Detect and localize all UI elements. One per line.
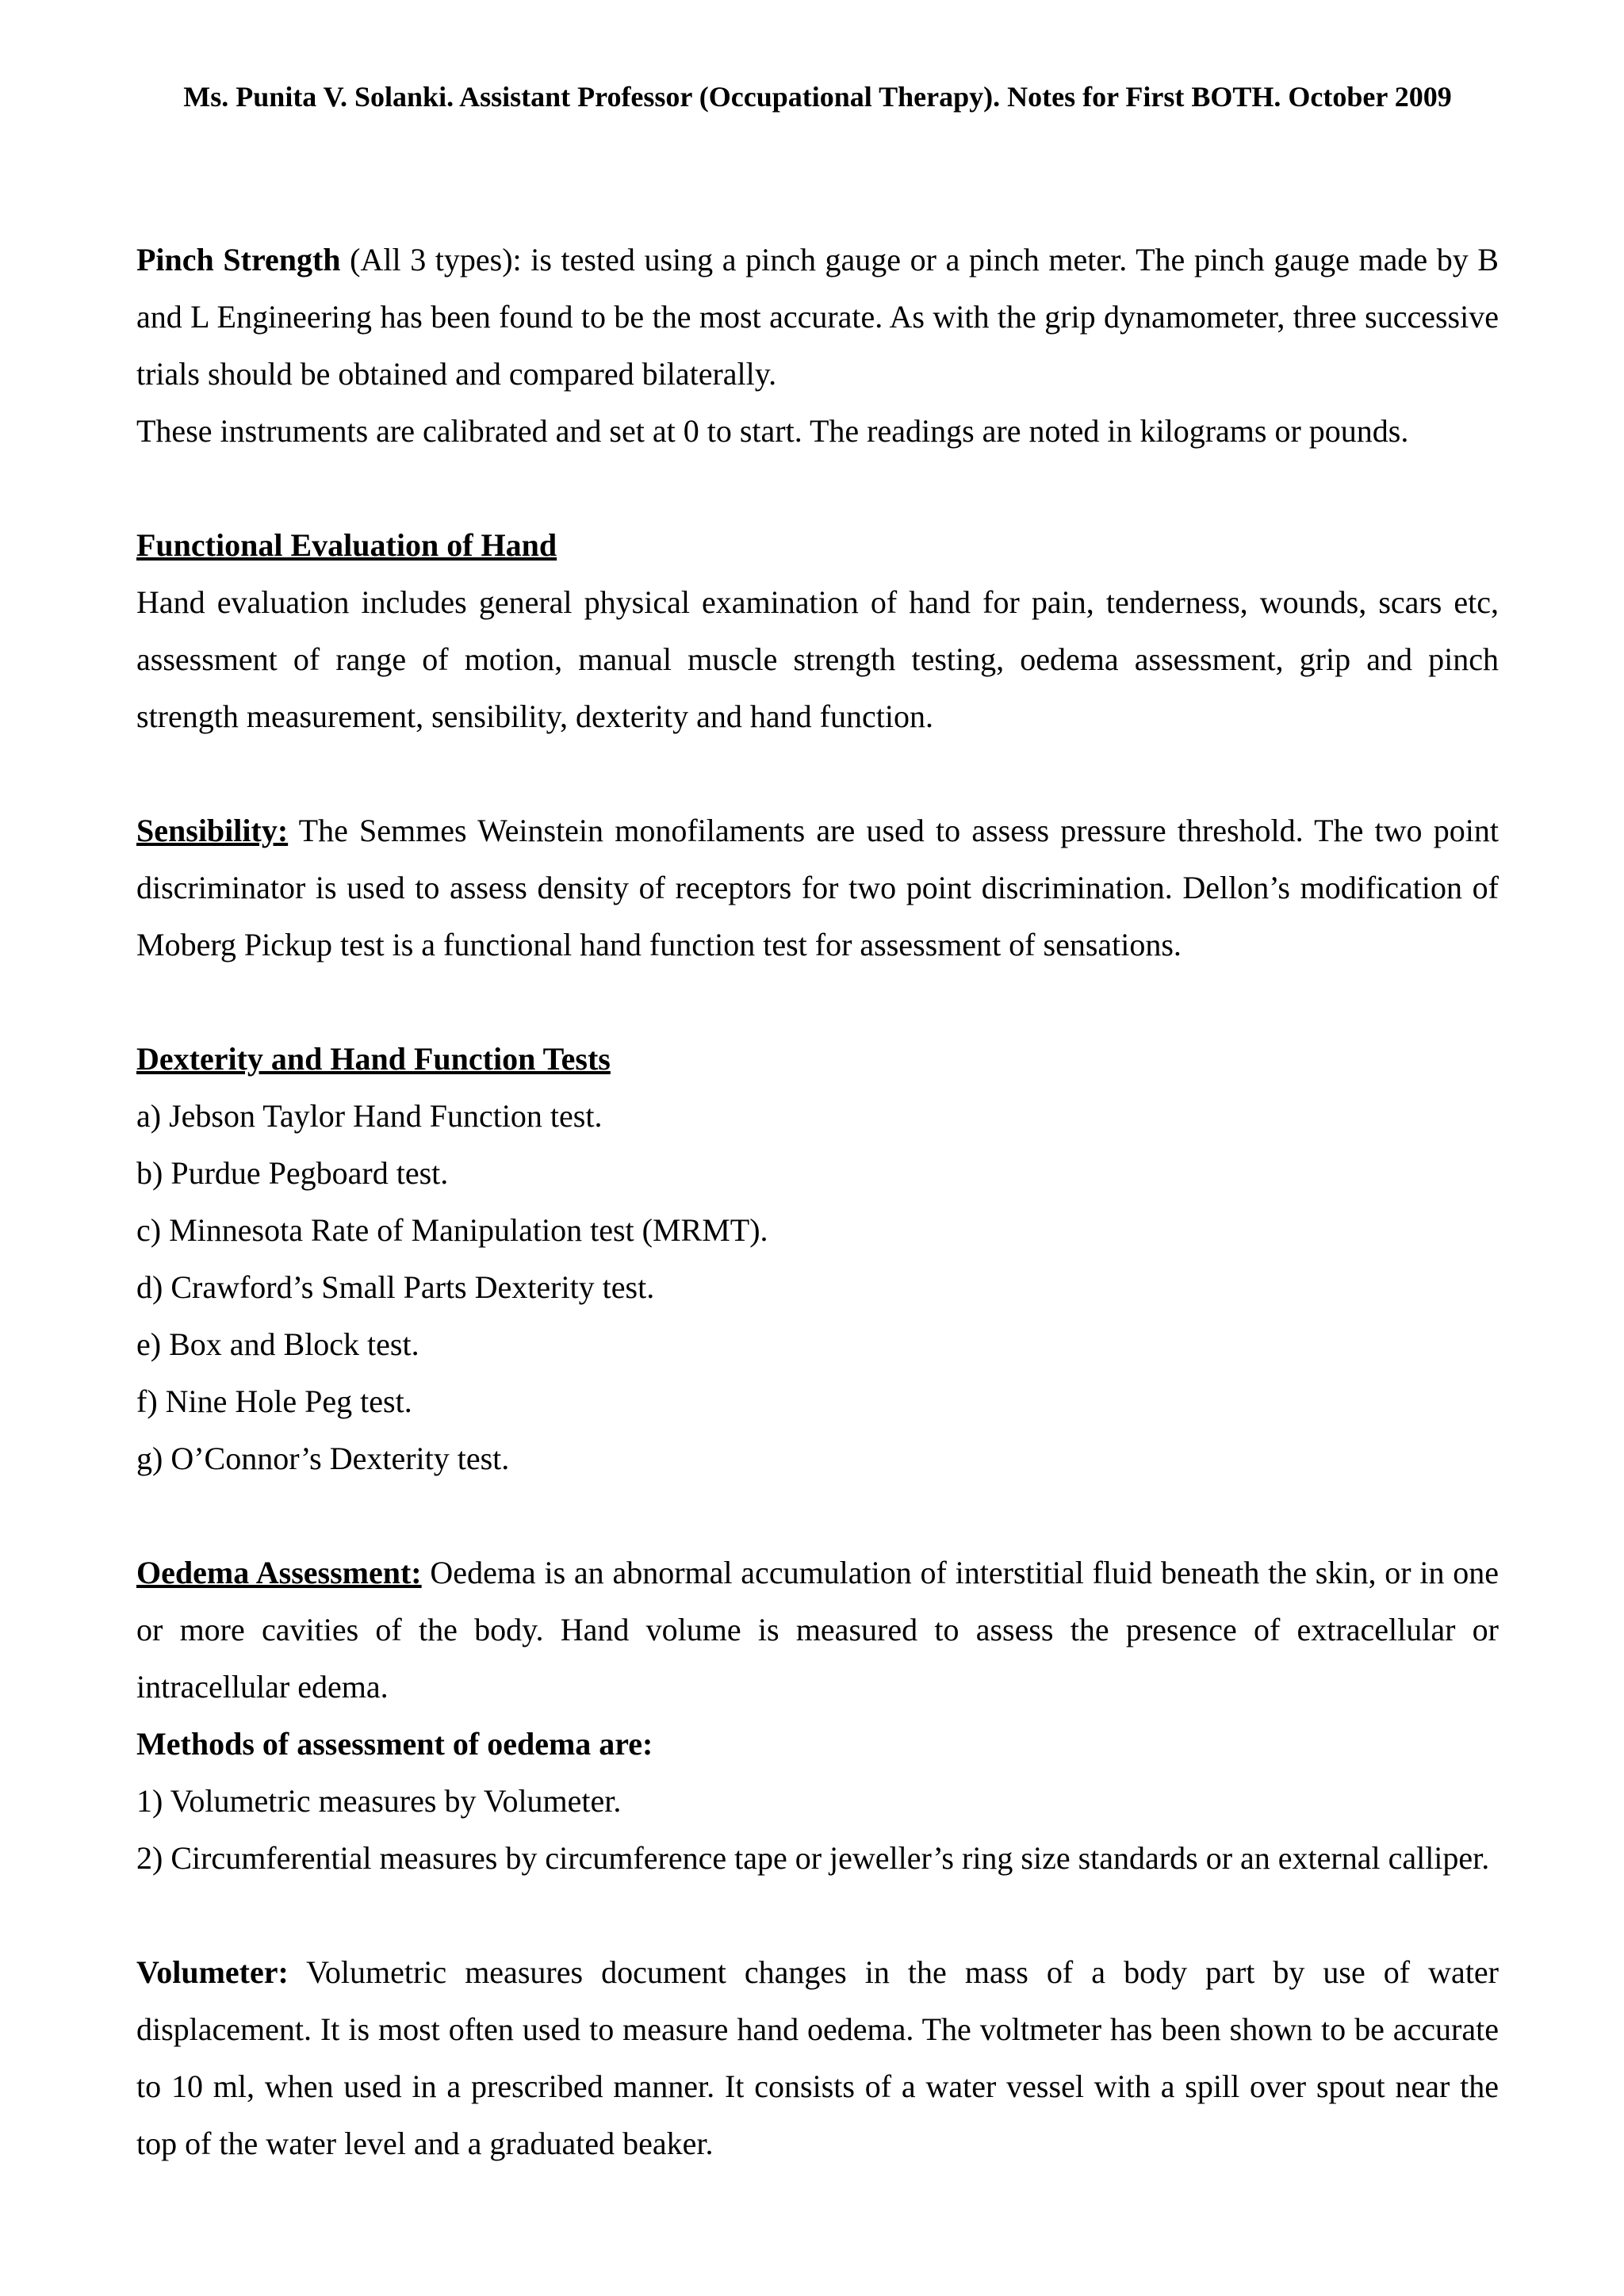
list-item: g) O’Connor’s Dexterity test.: [136, 1441, 510, 1476]
volumeter-term: Volumeter:: [136, 1954, 289, 1990]
spacer: [136, 974, 1499, 1031]
pinch-strength-text: (All 3 types): is tested using a pinch gauge or a pinch meter. The pinch gauge made by B and L Engineering has been found to be the most accurate. As with the grip dynamometer, three successive trials should be obtained and compared bilaterally.: [136, 242, 1499, 392]
document-body: [136, 232, 1499, 2172]
spacer: [136, 460, 1499, 517]
pinch-strength-paragraph: [136, 232, 1499, 403]
spacer: [136, 1487, 1499, 1544]
page-header: Ms. Punita V. Solanki. Assistant Professor (Occupational Therapy). Notes for First BOTH. October 2009: [183, 81, 1452, 113]
oedema-methods-heading: Methods of assessment of oedema are:: [136, 1726, 653, 1762]
list-item: f) Nine Hole Peg test.: [136, 1383, 412, 1419]
list-item: a) Jebson Taylor Hand Function test.: [136, 1098, 603, 1134]
sensibility-paragraph: [136, 802, 1499, 974]
document-page: [136, 73, 1499, 2172]
spacer: [136, 745, 1499, 802]
calibration-paragraph: These instruments are calibrated and set at 0 to start. The readings are noted in kilograms or pounds.: [136, 413, 1409, 449]
oedema-paragraph: [136, 1544, 1499, 1716]
oedema-term: Oedema Assessment:: [136, 1555, 422, 1590]
list-item: e) Box and Block test.: [136, 1326, 419, 1362]
list-item: c) Minnesota Rate of Manipulation test (MRMT).: [136, 1212, 768, 1248]
functional-evaluation-heading: Functional Evaluation of Hand: [136, 527, 557, 563]
pinch-strength-term: Pinch Strength: [136, 242, 341, 277]
list-item: b) Purdue Pegboard test.: [136, 1155, 449, 1191]
volumeter-text: Volumetric measures document changes in the mass of a body part by use of water displacement. It is most often used to measure hand oedema. The voltmeter has been shown to be accurate to 10 ml, when used in a prescribed manner. It consists of a water vessel with a spill over spout near the top of the water level and a graduated beaker.: [136, 1954, 1499, 2161]
volumeter-paragraph: [136, 1944, 1499, 2172]
list-item: 2) Circumferential measures by circumference tape or jeweller’s ring size standards or an external calliper.: [136, 1840, 1490, 1876]
oedema-text: Oedema is an abnormal accumulation of interstitial fluid beneath the skin, or in one or more cavities of the body. Hand volume is measured to assess the presence of extracellular or intracellular edema.: [136, 1555, 1499, 1705]
spacer: [136, 1887, 1499, 1944]
dexterity-test-list: [136, 1088, 1499, 1487]
dexterity-heading: Dexterity and Hand Function Tests: [136, 1041, 611, 1077]
functional-evaluation-paragraph: Hand evaluation includes general physical examination of hand for pain, tenderness, wounds, scars etc, assessment of range of motion, manual muscle strength testing, oedema assessment, grip and pinch strength measurement, sensibility, dexterity and hand function.: [136, 584, 1499, 734]
list-item: d) Crawford’s Small Parts Dexterity test.: [136, 1269, 655, 1305]
list-item: 1) Volumetric measures by Volumeter.: [136, 1783, 622, 1819]
sensibility-term: Sensibility:: [136, 813, 289, 848]
sensibility-text: The Semmes Weinstein monofilaments are used to assess pressure threshold. The two point discriminator is used to assess density of receptors for two point discrimination. Dellon’s modification of Moberg Pickup test is a functional hand function test for assessment of sensations.: [136, 813, 1499, 962]
